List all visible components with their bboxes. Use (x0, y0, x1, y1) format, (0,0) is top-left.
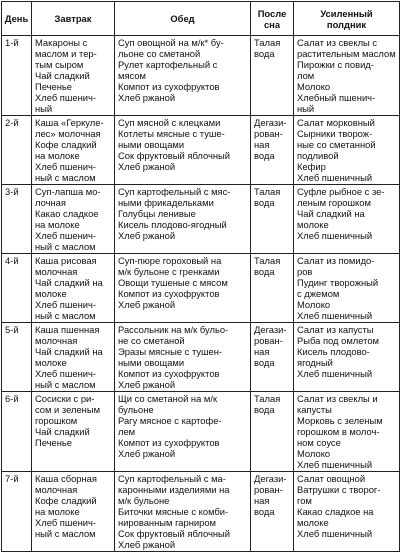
lunch-cell: Суп-пюре гороховый на м/к бульоне с гренками Овощи тушеные с мясом Компот из сухофруктов Хлеб ржаной (115, 254, 251, 323)
header-after-sleep: После сна (251, 2, 294, 36)
table-row (2, 392, 400, 472)
after-sleep-cell: Талая вода (251, 185, 294, 254)
after-sleep-cell: Дегази- рован- ная вода (251, 472, 294, 552)
lunch-cell: Рассольник на м/к бульо- не со сметаной Эразы мясные с тушен- ными овощами Компот из сухофруктов Хлеб ржаной (115, 323, 251, 392)
table-row (2, 185, 400, 254)
breakfast-cell: Макароны с маслом и тер- тым сыром Чай сладкий Печенье Хлеб пшенич- ный (32, 36, 115, 116)
after-sleep-cell: Дегази- рован- ная вода (251, 323, 294, 392)
breakfast-cell: Каша сборная молочная Кофе сладкий на молоке Хлеб пшенич- ный с маслом (32, 472, 115, 552)
breakfast-cell: Каша рисовая молочная Чай сладкий на молоке Хлеб пшенич- ный с маслом (32, 254, 115, 323)
after-sleep-cell: Талая вода (251, 36, 294, 116)
header-breakfast: Завтрак (32, 2, 115, 36)
header-row (2, 2, 400, 36)
day-cell: 6-й (2, 392, 32, 472)
breakfast-cell: Каша пшенная молочная Чай сладкий на молоке Хлеб пшенич- ный с маслом (32, 323, 115, 392)
breakfast-cell: Суп-лапша мо- лочная Какао сладкое на молоке Хлеб пшенич- ный с маслом (32, 185, 115, 254)
table-row (2, 36, 400, 116)
header-day: День (2, 2, 32, 36)
snack-cell: Салат из капусты Рыба под омлетом Кисель плодово- ягодный Хлеб пшеничный (294, 323, 400, 392)
snack-cell: Салат овощной Ватрушки с творог- гом Какао сладкое на молоке Хлеб пшеничный (294, 472, 400, 552)
day-cell: 2-й (2, 116, 32, 185)
header-snack: Усиленный полдник (294, 2, 400, 36)
table-row (2, 323, 400, 392)
day-cell: 3-й (2, 185, 32, 254)
snack-cell: Салат морковный Сырники творож- ные со сметанной подливой Кефир Хлеб пшеничный (294, 116, 400, 185)
snack-cell: Салат из свеклы и капусты Морковь с зеленым горошком в молоч- ном соусе Молоко Хлеб пшеничный (294, 392, 400, 472)
lunch-cell: Суп овощной на м/к* бу- льоне со сметаной Рулет картофельный с мясом Компот из сухофруктов Хлеб ржаной (115, 36, 251, 116)
day-cell: 4-й (2, 254, 32, 323)
after-sleep-cell: Талая вода (251, 392, 294, 472)
lunch-cell: Суп картофельный с ма- каронными изделиями на м/к бульоне Биточки мясные с комби- нированным гарниром Сок фруктовый яблочный Хлеб ржаной (115, 472, 251, 552)
weekly-menu-table (1, 1, 400, 552)
table-row (2, 472, 400, 552)
day-cell: 5-й (2, 323, 32, 392)
snack-cell: Суфле рыбное с зе- леным горошком Чай сладкий на молоке Хлеб пшеничный (294, 185, 400, 254)
lunch-cell: Суп мясной с клецками Котлеты мясные с туше- ными овощами Сок фруктовый яблочный Хлеб ржаной (115, 116, 251, 185)
header-lunch: Обед (115, 2, 251, 36)
snack-cell: Салат из помидо- ров Пудинг творожный с джемом Молоко Хлеб пшеничный (294, 254, 400, 323)
lunch-cell: Щи со сметаной на м/к бульоне Рагу мясное с картофе- лем Компот из сухофруктов Хлеб ржаной (115, 392, 251, 472)
after-sleep-cell: Дегази- рован- ная вода (251, 116, 294, 185)
table-row (2, 254, 400, 323)
snack-cell: Салат из свеклы с растительным маслом Пирожки с повид- лом Молоко Хлебный пшенич- ный (294, 36, 400, 116)
day-cell: 7-й (2, 472, 32, 552)
after-sleep-cell: Талая вода (251, 254, 294, 323)
breakfast-cell: Сосиски с ри- сом и зеленым горошком Чай сладкий Печенье (32, 392, 115, 472)
table-row (2, 116, 400, 185)
lunch-cell: Суп картофельный с мяс- ными фрикадельками Голубцы ленивые Кисель плодово-ягодный Хлеб ржаной (115, 185, 251, 254)
day-cell: 1-й (2, 36, 32, 116)
breakfast-cell: Каша «Геркуле- лес» молочная Кофе сладкий на молоке Хлеб пшенич- ный с маслом (32, 116, 115, 185)
